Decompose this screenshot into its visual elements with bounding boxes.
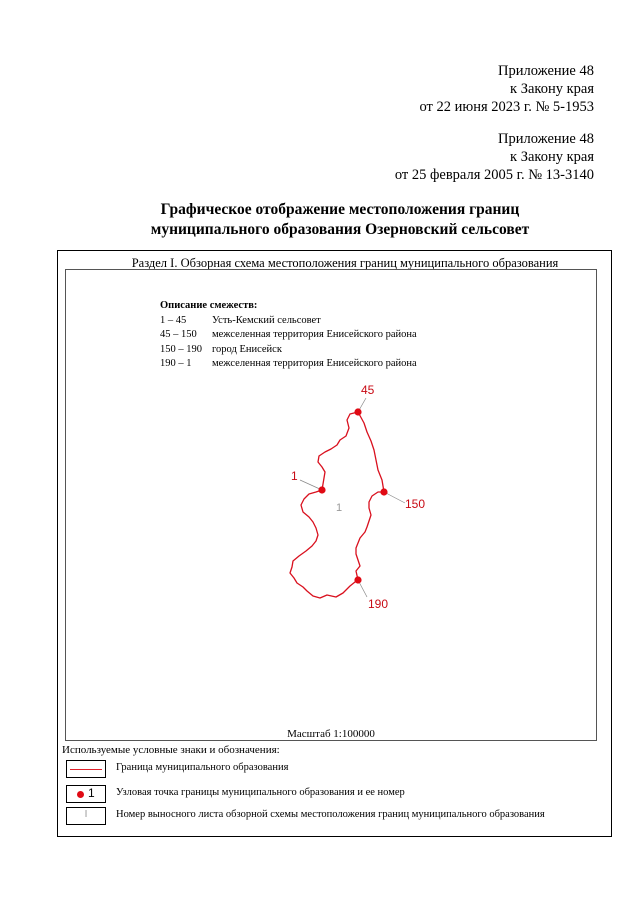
legend-title: Используемые условные знаки и обозначения: — [62, 744, 280, 756]
appendix-current-line3: от 22 июня 2023 г. № 5-1953 — [419, 99, 594, 115]
node-dot-icon — [77, 791, 84, 798]
legend-node-text: Узловая точка границы муниципального образования и ее номер — [116, 787, 405, 798]
adjacency-range: 150 – 190 — [160, 343, 202, 355]
adjacency-text: межселенная территория Енисейского района — [212, 358, 417, 369]
adjacency-range: 1 – 45 — [160, 314, 187, 326]
adjacency-heading: Описание смежеств: — [160, 300, 258, 311]
appendix-original-line3: от 25 февраля 2005 г. № 13-3140 — [394, 167, 594, 183]
node-label-190: 190 — [368, 597, 389, 611]
node-label-45: 45 — [361, 383, 375, 397]
legend-boundary-text: Граница муниципального образования — [116, 762, 289, 773]
legend-node-sample — [66, 785, 106, 803]
node-label-150: 150 — [405, 497, 426, 511]
node-point-45 — [354, 408, 361, 415]
adjacency-text: город Енисейск — [212, 343, 282, 355]
appendix-original-line2: к Закону края — [510, 149, 594, 165]
title-line2: муниципального образования Озерновский сельсовет — [150, 221, 530, 238]
adjacency-text: Усть-Кемский сельсовет — [212, 314, 321, 326]
legend-sheet-number: I — [84, 809, 88, 820]
adjacency-text: межселенная территория Енисейского района — [212, 329, 417, 340]
node-point-150 — [380, 488, 387, 495]
section-label: Раздел I. Обзорная схема местоположения границ муниципального образования — [131, 256, 559, 270]
appendix-original-line1: Приложение 48 — [498, 131, 594, 147]
legend-sheet-sample — [66, 807, 106, 825]
legend-boundary-sample — [66, 760, 106, 778]
node-point-190 — [354, 576, 361, 583]
title-line1: Графическое отображение местоположения границ — [160, 201, 520, 218]
leader-line-1 — [300, 480, 322, 490]
legend-node-number: 1 — [88, 786, 95, 800]
legend-sheet-text: Номер выносного листа обзорной схемы местоположения границ муниципального образования — [116, 809, 545, 820]
appendix-current-line2: к Закону края — [510, 81, 594, 97]
node-label-1: 1 — [291, 469, 298, 483]
boundary-line-sample — [70, 769, 102, 770]
adjacency-range: 190 – 1 — [160, 358, 192, 369]
adjacency-range: 45 – 150 — [160, 329, 197, 340]
sheet-number-label: 1 — [336, 502, 343, 514]
scale-label: Масштаб 1:100000 — [287, 728, 375, 740]
node-point-1 — [318, 486, 325, 493]
appendix-current-line1: Приложение 48 — [498, 63, 594, 79]
